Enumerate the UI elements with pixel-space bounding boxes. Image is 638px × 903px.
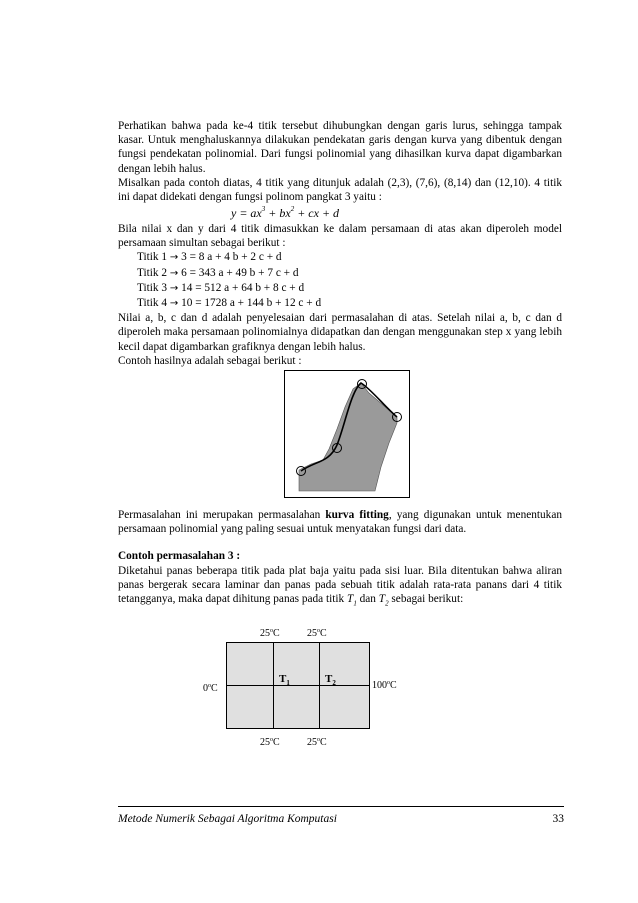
plate-cell [227, 686, 274, 728]
body-text-2 [118, 222, 562, 368]
paragraph-4: Nilai a, b, c dan d adalah penyelesaian dari permasalahan di atas. Setelah nilai a, b, c dan d diperoleh maka persamaan polinomialnya didapatkan dan dengan menggunakan step x yang lebih kecil dapat digambarkan grafiknya dengan lebih halus. [118, 312, 562, 353]
page-number: 33 [552, 813, 564, 825]
paragraph-2: Misalkan pada contoh diatas, 4 titik yang ditunjuk adalah (2,3), (7,6), (8,14) dan (12,10). 4 titik ini dapat didekati dengan fungsi polinom pangkat 3 yaitu : [118, 176, 562, 204]
arrow-icon: → [169, 252, 179, 264]
temp-right: 100$^o$C [372, 680, 397, 691]
temp-bottom-right: 25$^o$C [307, 737, 327, 748]
equation-list [118, 250, 562, 311]
paragraph-1: Perhatikan bahwa pada ke-4 titik tersebut dihubungkan dengan garis lurus, sehingga tampak kasar. Untuk menghaluskannya dilakukan pendekatan garis dengan kurva yang dibentuk dengan fungsi pendekatan polinomial. Dari fungsi polinomial yang dihasilkan kurva dapat digambarkan dengan lebih halus. [118, 120, 562, 175]
section-heading: Contoh permasalahan 3 : [118, 550, 241, 563]
arrow-icon: → [169, 267, 179, 279]
equation-line: Titik 1 → 3 = 8 a + 4 b + 2 c + d [137, 251, 282, 264]
curve-fitting-graphic [285, 371, 409, 497]
paragraph-3: Bila nilai x dan y dari 4 titik dimasukkan ke dalam persamaan di atas akan diperoleh model persamaan simultan sebagai berikut : [118, 223, 562, 250]
plate-cell [320, 686, 369, 728]
paragraph-6: Permasalahan ini merupakan permasalahan kurva fitting, yang digunakan untuk menentukan persamaan polinomial yang paling sesuai untuk menyatakan fungsi dari data. [118, 509, 562, 536]
plate-cell [227, 643, 274, 686]
paragraph-5: Contoh hasilnya adalah sebagai berikut : [118, 354, 302, 367]
body-text-3 [118, 508, 562, 610]
page-footer [118, 806, 564, 825]
paragraph-7: Diketahui panas beberapa titik pada plat baja yaitu pada sisi luar. Bila ditentukan bahwa aliran panas bergerak secara laminar dan panas pada sebuah titik adalah rata-rata panans dari 4 titik tetangganya, maka dapat dihitung panas pada titik $T_1$ dan $T_2$ sebagai berikut: [118, 564, 562, 608]
filled-area [299, 383, 397, 491]
steel-plate-grid [226, 642, 370, 729]
polynomial-equation: $y = ax^3 + bx^2$ + cx + d [231, 205, 340, 220]
equation-line: Titik 2 → 6 = 343 a + 49 b + 7 c + d [137, 266, 299, 279]
plate-cell [274, 686, 320, 728]
body-text [118, 119, 562, 204]
temp-bottom-left: 25$^o$C [260, 737, 280, 748]
node-t1-label: $T_1$ [279, 673, 290, 688]
temp-left: 0$^o$C [203, 683, 218, 694]
equation-line: Titik 4 → 10 = 1728 a + 144 b + 12 c + d [137, 297, 322, 310]
temp-top-left: 25$^o$C [260, 628, 280, 639]
arrow-icon: → [169, 298, 179, 310]
arrow-icon: → [169, 282, 179, 294]
curve-fitting-figure [284, 370, 410, 498]
equation-line: Titik 3 → 14 = 512 a + 64 b + 8 c + d [137, 281, 305, 294]
node-t2-label: $T_2$ [325, 673, 336, 688]
temp-top-right: 25$^o$C [307, 628, 327, 639]
footer-title: Metode Numerik Sebagai Algoritma Komputasi [118, 813, 337, 825]
